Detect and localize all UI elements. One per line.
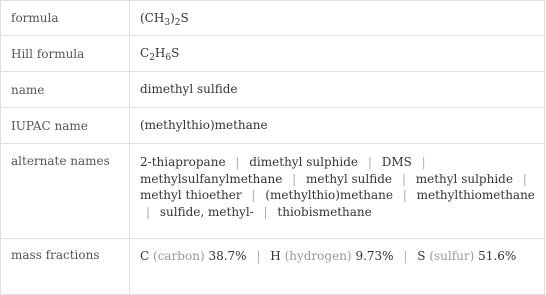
formula-part: S [180, 10, 189, 25]
formula-part: (CH [140, 10, 165, 25]
iupac-name-label: IUPAC name [1, 108, 130, 144]
formula-subscript: 2 [174, 17, 181, 28]
row-mass-fractions [1, 239, 545, 295]
formula-value [130, 1, 545, 36]
alternate-name: methyl sulphide [415, 171, 513, 186]
row-iupac-name [1, 108, 545, 144]
mass-fractions-label: mass fractions [1, 239, 130, 295]
iupac-name-value: (methylthio)methane [130, 108, 545, 144]
alternate-name: methylsulfanylmethane [140, 171, 283, 186]
separator: | [401, 171, 406, 186]
name-value: dimethyl sulfide [130, 72, 545, 108]
formula-part: ) [170, 10, 175, 25]
formula-label: formula [1, 1, 130, 36]
alternate-name: (methylthio)methane [265, 188, 393, 202]
hill-subscript: 2 [149, 53, 155, 64]
alternate-name: 2-thiapropane [140, 155, 226, 169]
alternate-name: methylthiomethane [416, 188, 535, 202]
mass-fraction [270, 249, 393, 263]
hill-part: C [140, 46, 150, 61]
mass-fractions-value [130, 239, 545, 295]
separator: | [256, 249, 261, 263]
name-label: name [1, 72, 130, 108]
element-name: (sulfur) [429, 249, 475, 263]
hill-part: H [154, 46, 166, 61]
separator: | [367, 155, 372, 169]
row-alternate-names [1, 144, 545, 239]
separator: | [251, 188, 256, 202]
separator: | [402, 188, 407, 202]
row-name [1, 72, 545, 108]
separator: | [146, 204, 151, 219]
element-name: (carbon) [153, 249, 205, 263]
alternate-names-value [130, 144, 545, 239]
separator: | [263, 204, 268, 219]
element-symbol: H [270, 249, 281, 263]
mass-percent: 9.73% [355, 249, 394, 263]
alternate-name: methyl sulfide [306, 171, 393, 186]
alternate-name: thiobismethane [277, 204, 372, 219]
row-hill-formula [1, 36, 545, 72]
alternate-name: methyl thioether [140, 188, 242, 202]
hill-formula-value [130, 36, 545, 72]
hill-formula-label: Hill formula [1, 36, 130, 72]
element-symbol: C [140, 249, 150, 263]
alternate-names-label: alternate names [1, 144, 130, 239]
mass-fraction [417, 249, 516, 263]
hill-subscript: 6 [165, 53, 172, 64]
element-name: (hydrogen) [284, 249, 352, 263]
separator: | [292, 171, 297, 186]
alternate-name: sulfide, methyl- [159, 204, 254, 219]
hill-part: S [171, 46, 180, 61]
mass-fraction [140, 249, 247, 263]
separator: | [235, 155, 240, 169]
element-symbol: S [417, 249, 426, 263]
formula-subscript: 3 [164, 17, 171, 28]
row-formula [1, 1, 545, 36]
alternate-name: dimethyl sulphide [249, 155, 358, 169]
separator: | [421, 155, 426, 169]
mass-percent: 38.7% [208, 249, 247, 263]
alternate-name: DMS [381, 155, 412, 169]
mass-percent: 51.6% [478, 249, 517, 263]
separator: | [522, 171, 527, 186]
separator: | [403, 249, 408, 263]
